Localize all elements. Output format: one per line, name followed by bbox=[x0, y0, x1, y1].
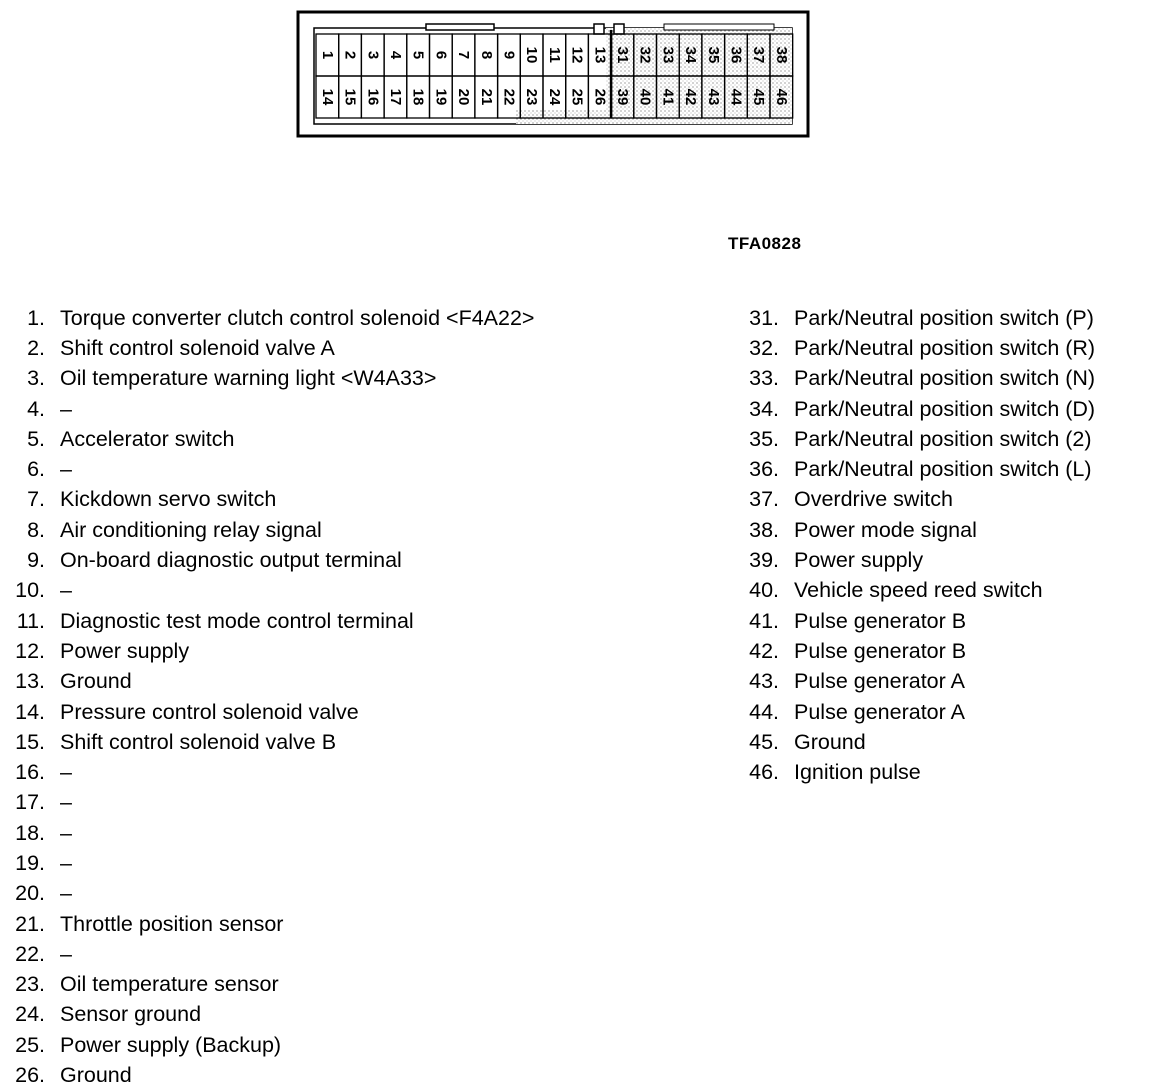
pin-label: 44 bbox=[727, 88, 745, 106]
pin-description: Oil temperature warning light <W4A33> bbox=[60, 366, 437, 391]
pin-label: 8 bbox=[477, 50, 495, 60]
pin-number: 46. bbox=[749, 760, 779, 785]
pin-entry bbox=[742, 364, 1095, 394]
pin-number: 7. bbox=[27, 487, 45, 512]
pin-description: Diagnostic test mode control terminal bbox=[60, 608, 414, 633]
pin-description: Pulse generator B bbox=[794, 608, 967, 633]
pin-entry bbox=[742, 333, 1095, 363]
pin-entry bbox=[10, 727, 534, 757]
pin-entry bbox=[742, 394, 1095, 424]
pin-number: 44. bbox=[749, 699, 779, 724]
pin-description: – bbox=[60, 881, 72, 906]
pin-label: 38 bbox=[772, 46, 790, 64]
pin-entry bbox=[742, 454, 1095, 484]
pin-number: 35. bbox=[749, 426, 779, 451]
pin-entry bbox=[10, 303, 534, 333]
pin-number: 38. bbox=[749, 517, 779, 542]
pin-description: Pulse generator B bbox=[794, 638, 967, 663]
pin-label: 3 bbox=[364, 50, 382, 60]
pin-description: Pressure control solenoid valve bbox=[60, 699, 359, 724]
pin-entry bbox=[10, 1060, 534, 1090]
pin-description: Park/Neutral position switch (2) bbox=[794, 426, 1092, 451]
pin-label: 31 bbox=[613, 46, 631, 64]
pin-label: 34 bbox=[682, 46, 700, 64]
pin-label: 32 bbox=[636, 46, 654, 64]
pin-entry bbox=[10, 818, 534, 848]
pin-description: – bbox=[60, 396, 72, 421]
pin-number: 1. bbox=[27, 305, 45, 330]
pin-label: 10 bbox=[523, 46, 541, 64]
pin-entry bbox=[742, 606, 1095, 636]
pin-label: 26 bbox=[591, 88, 609, 106]
pin-entry bbox=[10, 545, 534, 575]
pin-description: Overdrive switch bbox=[794, 487, 953, 512]
pin-description: – bbox=[60, 760, 72, 785]
pin-label: 23 bbox=[523, 88, 541, 106]
pin-description: Park/Neutral position switch (D) bbox=[794, 396, 1096, 421]
pin-number: 20. bbox=[15, 881, 45, 906]
pin-number: 45. bbox=[749, 729, 779, 754]
pin-entry bbox=[10, 364, 534, 394]
pin-description: Sensor ground bbox=[60, 1002, 202, 1027]
pin-list-right bbox=[742, 303, 1095, 788]
pin-number: 14. bbox=[15, 699, 45, 724]
pin-label: 43 bbox=[704, 88, 722, 106]
pin-number: 24. bbox=[15, 1002, 45, 1027]
pin-entry bbox=[10, 848, 534, 878]
pin-entry bbox=[742, 424, 1095, 454]
pin-description: On-board diagnostic output terminal bbox=[60, 548, 402, 573]
connector-key-tab bbox=[614, 24, 624, 34]
pin-description: – bbox=[60, 457, 72, 482]
pin-label: 1 bbox=[318, 50, 336, 60]
pin-number: 4. bbox=[27, 396, 45, 421]
figure-code: TFA0828 bbox=[728, 234, 802, 253]
pin-description: Park/Neutral position switch (P) bbox=[794, 305, 1094, 330]
pin-entry bbox=[10, 757, 534, 787]
connector-diagram bbox=[296, 10, 810, 140]
pin-label: 11 bbox=[545, 47, 563, 63]
pin-description: Ignition pulse bbox=[794, 760, 921, 785]
pin-number: 25. bbox=[15, 1032, 45, 1057]
pin-label: 40 bbox=[636, 88, 654, 106]
pin-description: Pulse generator A bbox=[794, 699, 965, 724]
pin-number: 18. bbox=[15, 820, 45, 845]
pin-label: 35 bbox=[704, 46, 722, 64]
pin-number: 5. bbox=[27, 426, 45, 451]
pin-number: 22. bbox=[15, 941, 45, 966]
pin-number: 26. bbox=[15, 1063, 45, 1088]
pin-entry bbox=[10, 788, 534, 818]
pin-description: Power supply bbox=[60, 638, 190, 663]
pin-entry bbox=[10, 636, 534, 666]
pin-number: 2. bbox=[27, 335, 45, 360]
pin-description: Power mode signal bbox=[794, 517, 977, 542]
pin-description: – bbox=[60, 850, 72, 875]
pin-label: 17 bbox=[386, 88, 404, 106]
pin-number: 23. bbox=[15, 972, 45, 997]
pin-number: 3. bbox=[27, 366, 45, 391]
pin-entry bbox=[10, 394, 534, 424]
pin-entry bbox=[10, 454, 534, 484]
pin-number: 8. bbox=[27, 517, 45, 542]
pin-description: Park/Neutral position switch (L) bbox=[794, 457, 1092, 482]
pin-entry bbox=[742, 727, 1095, 757]
pin-entry bbox=[742, 303, 1095, 333]
pin-label: 13 bbox=[591, 46, 609, 64]
pin-entry bbox=[10, 1000, 534, 1030]
pin-label: 2 bbox=[341, 50, 359, 60]
pin-label: 18 bbox=[409, 88, 427, 106]
pin-label: 46 bbox=[772, 88, 790, 106]
pin-label: 42 bbox=[682, 88, 700, 106]
pin-label: 39 bbox=[613, 88, 631, 106]
pin-label: 21 bbox=[477, 88, 495, 106]
pin-label: 7 bbox=[455, 50, 473, 60]
pin-description: Accelerator switch bbox=[60, 426, 235, 451]
pin-entry bbox=[10, 909, 534, 939]
pin-label: 19 bbox=[432, 88, 450, 106]
pin-number: 41. bbox=[749, 608, 779, 633]
pin-label: 33 bbox=[659, 46, 677, 64]
pin-label: 36 bbox=[727, 46, 745, 64]
pin-label: 24 bbox=[545, 88, 563, 106]
pin-description: Kickdown servo switch bbox=[60, 487, 277, 512]
pin-label: 14 bbox=[318, 88, 336, 106]
pin-label: 37 bbox=[750, 46, 768, 64]
pin-label: 20 bbox=[455, 88, 473, 106]
pin-entry bbox=[742, 636, 1095, 666]
pin-entry bbox=[10, 576, 534, 606]
connector-latch-tab bbox=[426, 24, 494, 30]
pin-number: 43. bbox=[749, 669, 779, 694]
pin-description: – bbox=[60, 790, 72, 815]
pin-entry bbox=[742, 485, 1095, 515]
pin-description: Ground bbox=[794, 729, 866, 754]
pin-number: 10. bbox=[15, 578, 45, 603]
pin-number: 36. bbox=[749, 457, 779, 482]
pin-number: 21. bbox=[15, 911, 45, 936]
pin-number: 11. bbox=[16, 608, 45, 633]
pin-number: 32. bbox=[749, 335, 779, 360]
pin-entry bbox=[742, 515, 1095, 545]
pin-description: – bbox=[60, 820, 72, 845]
pin-description: Torque converter clutch control solenoid <F4A22> bbox=[60, 305, 535, 330]
pin-description: – bbox=[60, 941, 72, 966]
pin-description: Ground bbox=[60, 1063, 132, 1088]
connector-key-tab bbox=[594, 24, 604, 34]
pin-entry bbox=[742, 576, 1095, 606]
pin-description: Vehicle speed reed switch bbox=[794, 578, 1043, 603]
pin-description: – bbox=[60, 578, 72, 603]
pin-number: 33. bbox=[749, 366, 779, 391]
pin-label: 12 bbox=[568, 46, 586, 64]
pin-entry bbox=[10, 667, 534, 697]
pin-number: 19. bbox=[15, 850, 45, 875]
pin-number: 17. bbox=[15, 790, 45, 815]
pin-label: 4 bbox=[386, 50, 404, 60]
pin-description: Shift control solenoid valve A bbox=[60, 335, 335, 360]
pin-description: Park/Neutral position switch (N) bbox=[794, 366, 1096, 391]
pin-entry bbox=[742, 545, 1095, 575]
pin-number: 16. bbox=[15, 760, 45, 785]
pin-description: Ground bbox=[60, 669, 132, 694]
pin-entry bbox=[10, 424, 534, 454]
pin-entry bbox=[10, 697, 534, 727]
pin-label: 9 bbox=[500, 50, 518, 60]
pin-number: 15. bbox=[15, 729, 45, 754]
pin-description: Shift control solenoid valve B bbox=[60, 729, 337, 754]
pin-entry bbox=[10, 485, 534, 515]
pin-description: Power supply bbox=[794, 548, 924, 573]
pin-entry bbox=[10, 515, 534, 545]
pin-description: Air conditioning relay signal bbox=[60, 517, 322, 542]
pin-label: 5 bbox=[409, 50, 427, 60]
pin-description: Throttle position sensor bbox=[60, 911, 284, 936]
pin-description: Pulse generator A bbox=[794, 669, 965, 694]
pin-number: 13. bbox=[15, 669, 45, 694]
pin-description: Park/Neutral position switch (R) bbox=[794, 335, 1096, 360]
pin-number: 42. bbox=[749, 638, 779, 663]
pin-entry bbox=[10, 879, 534, 909]
pin-label: 6 bbox=[432, 50, 450, 60]
pin-number: 37. bbox=[749, 487, 779, 512]
pin-label: 15 bbox=[341, 88, 359, 106]
pin-entry bbox=[742, 757, 1095, 787]
pin-number: 9. bbox=[27, 548, 45, 573]
pin-entry bbox=[742, 697, 1095, 727]
pin-entry bbox=[742, 667, 1095, 697]
pin-number: 31. bbox=[749, 305, 779, 330]
pin-entry bbox=[10, 939, 534, 969]
pin-description: Oil temperature sensor bbox=[60, 972, 279, 997]
pin-entry bbox=[10, 333, 534, 363]
pin-entry bbox=[10, 606, 534, 636]
pin-label: 45 bbox=[750, 88, 768, 106]
pin-list-left bbox=[10, 303, 534, 1091]
pin-number: 39. bbox=[749, 548, 779, 573]
pin-description: Power supply (Backup) bbox=[60, 1032, 282, 1057]
pin-number: 40. bbox=[749, 578, 779, 603]
pin-label: 25 bbox=[568, 88, 586, 106]
pin-label: 41 bbox=[659, 88, 677, 106]
pin-number: 34. bbox=[749, 396, 779, 421]
pin-entry bbox=[10, 1030, 534, 1060]
pin-number: 12. bbox=[15, 638, 45, 663]
pin-label: 16 bbox=[364, 88, 382, 106]
pin-entry bbox=[10, 970, 534, 1000]
pin-label: 22 bbox=[500, 88, 518, 106]
pin-number: 6. bbox=[27, 457, 45, 482]
